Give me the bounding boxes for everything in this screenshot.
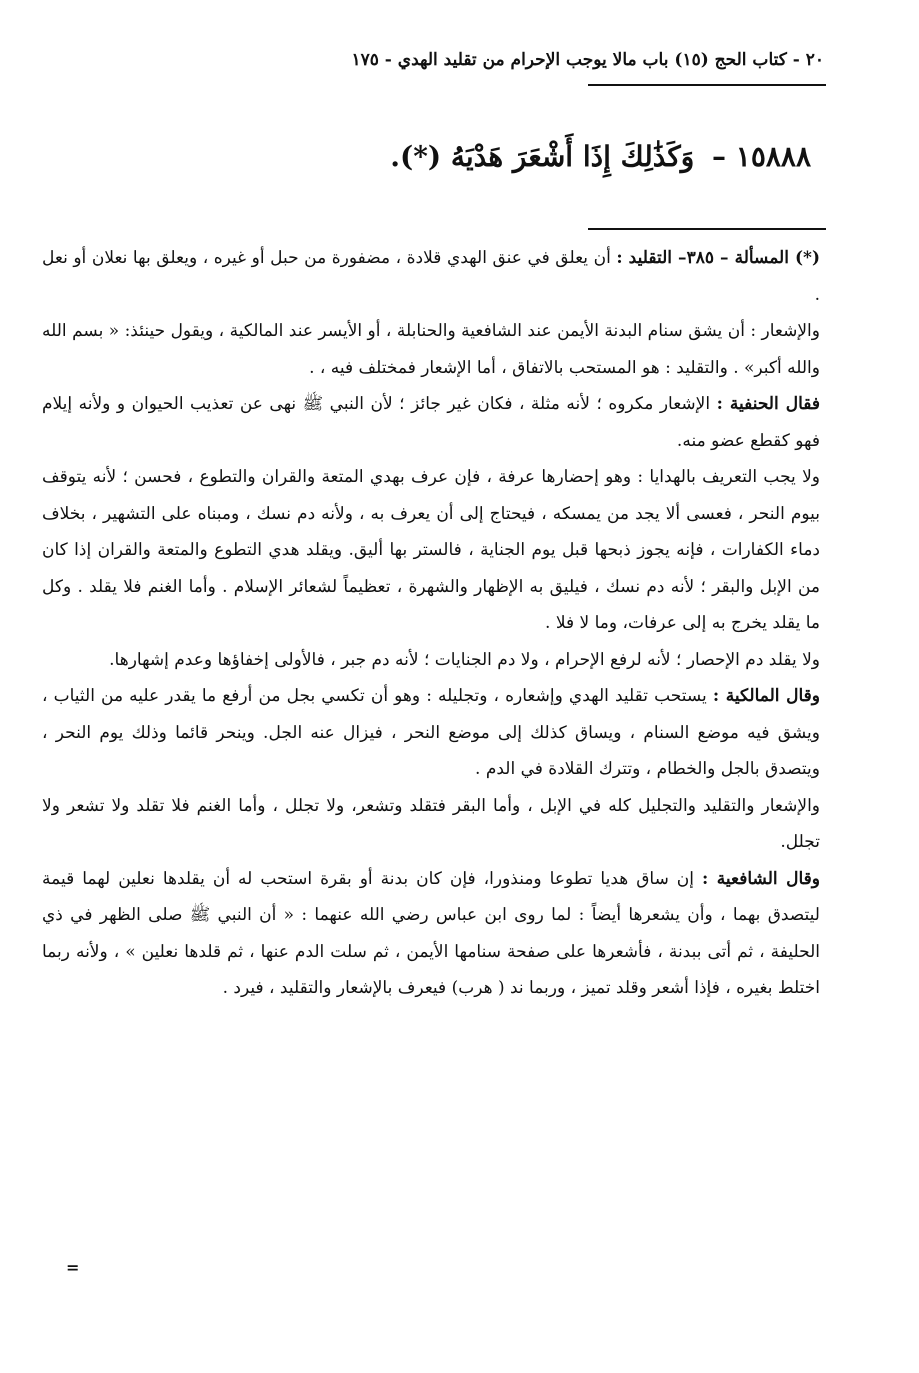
footnote-lead: (*) المسألة – ٣٨٥– التقليد :	[616, 248, 820, 268]
footnote-paragraph	[42, 313, 820, 386]
footnote-paragraph	[42, 678, 820, 788]
footnote-paragraph	[42, 861, 820, 1007]
footnote-separator	[588, 228, 826, 230]
footnote-lead: وقال الشافعية :	[702, 868, 820, 889]
footnote-paragraph	[42, 459, 820, 642]
footnote-text: يستحب تقليد الهدي وإشعاره ، وتجليله : وهو أن تكسي بجل من أرفع ما يقدر عليه من الثياب ، ويشق فيه موضع السنام ، ويساق كذلك إلى موضع النحر ، فيزال عنه الجل. وينحر قائما وذلك يوم النحر ، ويتصدق بالجل والخطام ، وتترك القلادة في الدم .	[42, 686, 820, 779]
continuation-mark: =	[66, 1258, 80, 1277]
hadith-heading	[351, 140, 811, 173]
footnote-text: ولا يقلد دم الإحصار ؛ لأنه لرفع الإحرام ، ولا دم الجنايات ؛ لأنه دم جبر ، فالأولى إخفاؤها وعدم إشهارها.	[109, 649, 820, 670]
footnote-body	[42, 240, 820, 1007]
footnote-paragraph	[42, 386, 820, 459]
footnote-text: والإشعار : أن يشق سنام البدنة الأيمن عند الشافعية والحنابلة ، أو الأيسر عند المالكية ، ويقول حينئذ: « بسم الله والله أكبر» . والتقليد : هو المستحب بالاتفاق ، أما الإشعار فمختلف فيه ، .	[42, 321, 820, 378]
header-rule	[588, 84, 826, 86]
hadith-text: وَكَذَٰلِكَ إِذَا أَشْعَرَ هَدْيَهُ (*).	[390, 140, 695, 173]
footnote-lead: فقال الحنفية :	[716, 394, 820, 414]
footnote-text: أن يعلق في عنق الهدي قلادة ، مضفورة من حبل أو غيره ، ويعلق بها نعلان أو نعل .	[42, 248, 820, 305]
footnote-paragraph	[42, 788, 820, 861]
footnote-text: إن ساق هديا تطوعا ومنذورا، فإن كان بدنة أو بقرة استحب له أن يقلدها نعلين لهما قيمة ليتصدق بهما ، وأن يشعرها أيضاً : لما روى ابن عباس رضي الله عنهما : « أن النبي ﷺ صلى الظهر في ذي الحليفة ، ثم أتى ببدنة ، فأشعرها على صفحة سنامها الأيمن ، ثم سلت الدم عنها ، ثم قلدها نعلين » ، ولأنه ربما اختلط بغيره ، فإذا أشعر وقلد تميز ، وربما ند ( هرب) فيعرف بالإشعار والتقليد ، فيرد .	[42, 868, 820, 998]
running-header: ٢٠ - كتاب الحج (١٥) باب مالا يوجب الإحرام من تقليد الهدي - ١٧٥	[351, 50, 824, 70]
hadith-number: ١٥٨٨٨ –	[712, 140, 811, 173]
footnote-paragraph	[42, 240, 820, 313]
footnote-paragraph	[42, 642, 820, 679]
footnote-text: الإشعار مكروه ؛ لأنه مثلة ، فكان غير جائز ؛ لأن النبي ﷺ نهى عن تعذيب الحيوان و ولأنه إيلام فهو كقطع عضو منه.	[42, 394, 820, 451]
footnote-lead: وقال المالكية :	[712, 686, 821, 706]
footnote-text: ولا يجب التعريف بالهدايا : وهو إحضارها عرفة ، فإن عرف بهدي المتعة والقران والتطوع ، فحسن ؛ لأنه يتوقف بيوم النحر ، فعسى ألا يجد من يمسكه ، فيحتاج إلى أن يعرف به ، ولأنه دم نسك ، ومبناه على التشهير ، بخلاف دماء الكفارات ، فإنه يجوز ذبحها قبل يوم الجناية ، فالستر بها أليق. ويقلد هدي التطوع والمتعة والقران إذا كان من الإبل والبقر ؛ لأنه دم نسك ، فيليق به الإظهار والشهرة ، تعظيماً لشعائر الإسلام . وأما الغنم فلا يقلد . وكل ما يقلد يخرج به إلى عرفات، وما لا فلا .	[42, 467, 820, 633]
footnote-text: والإشعار والتقليد والتجليل كله في الإبل ، وأما البقر فتقلد وتشعر، ولا تجلل ، وأما الغنم فلا تقلد ولا تشعر ولا تجلل.	[42, 795, 820, 852]
